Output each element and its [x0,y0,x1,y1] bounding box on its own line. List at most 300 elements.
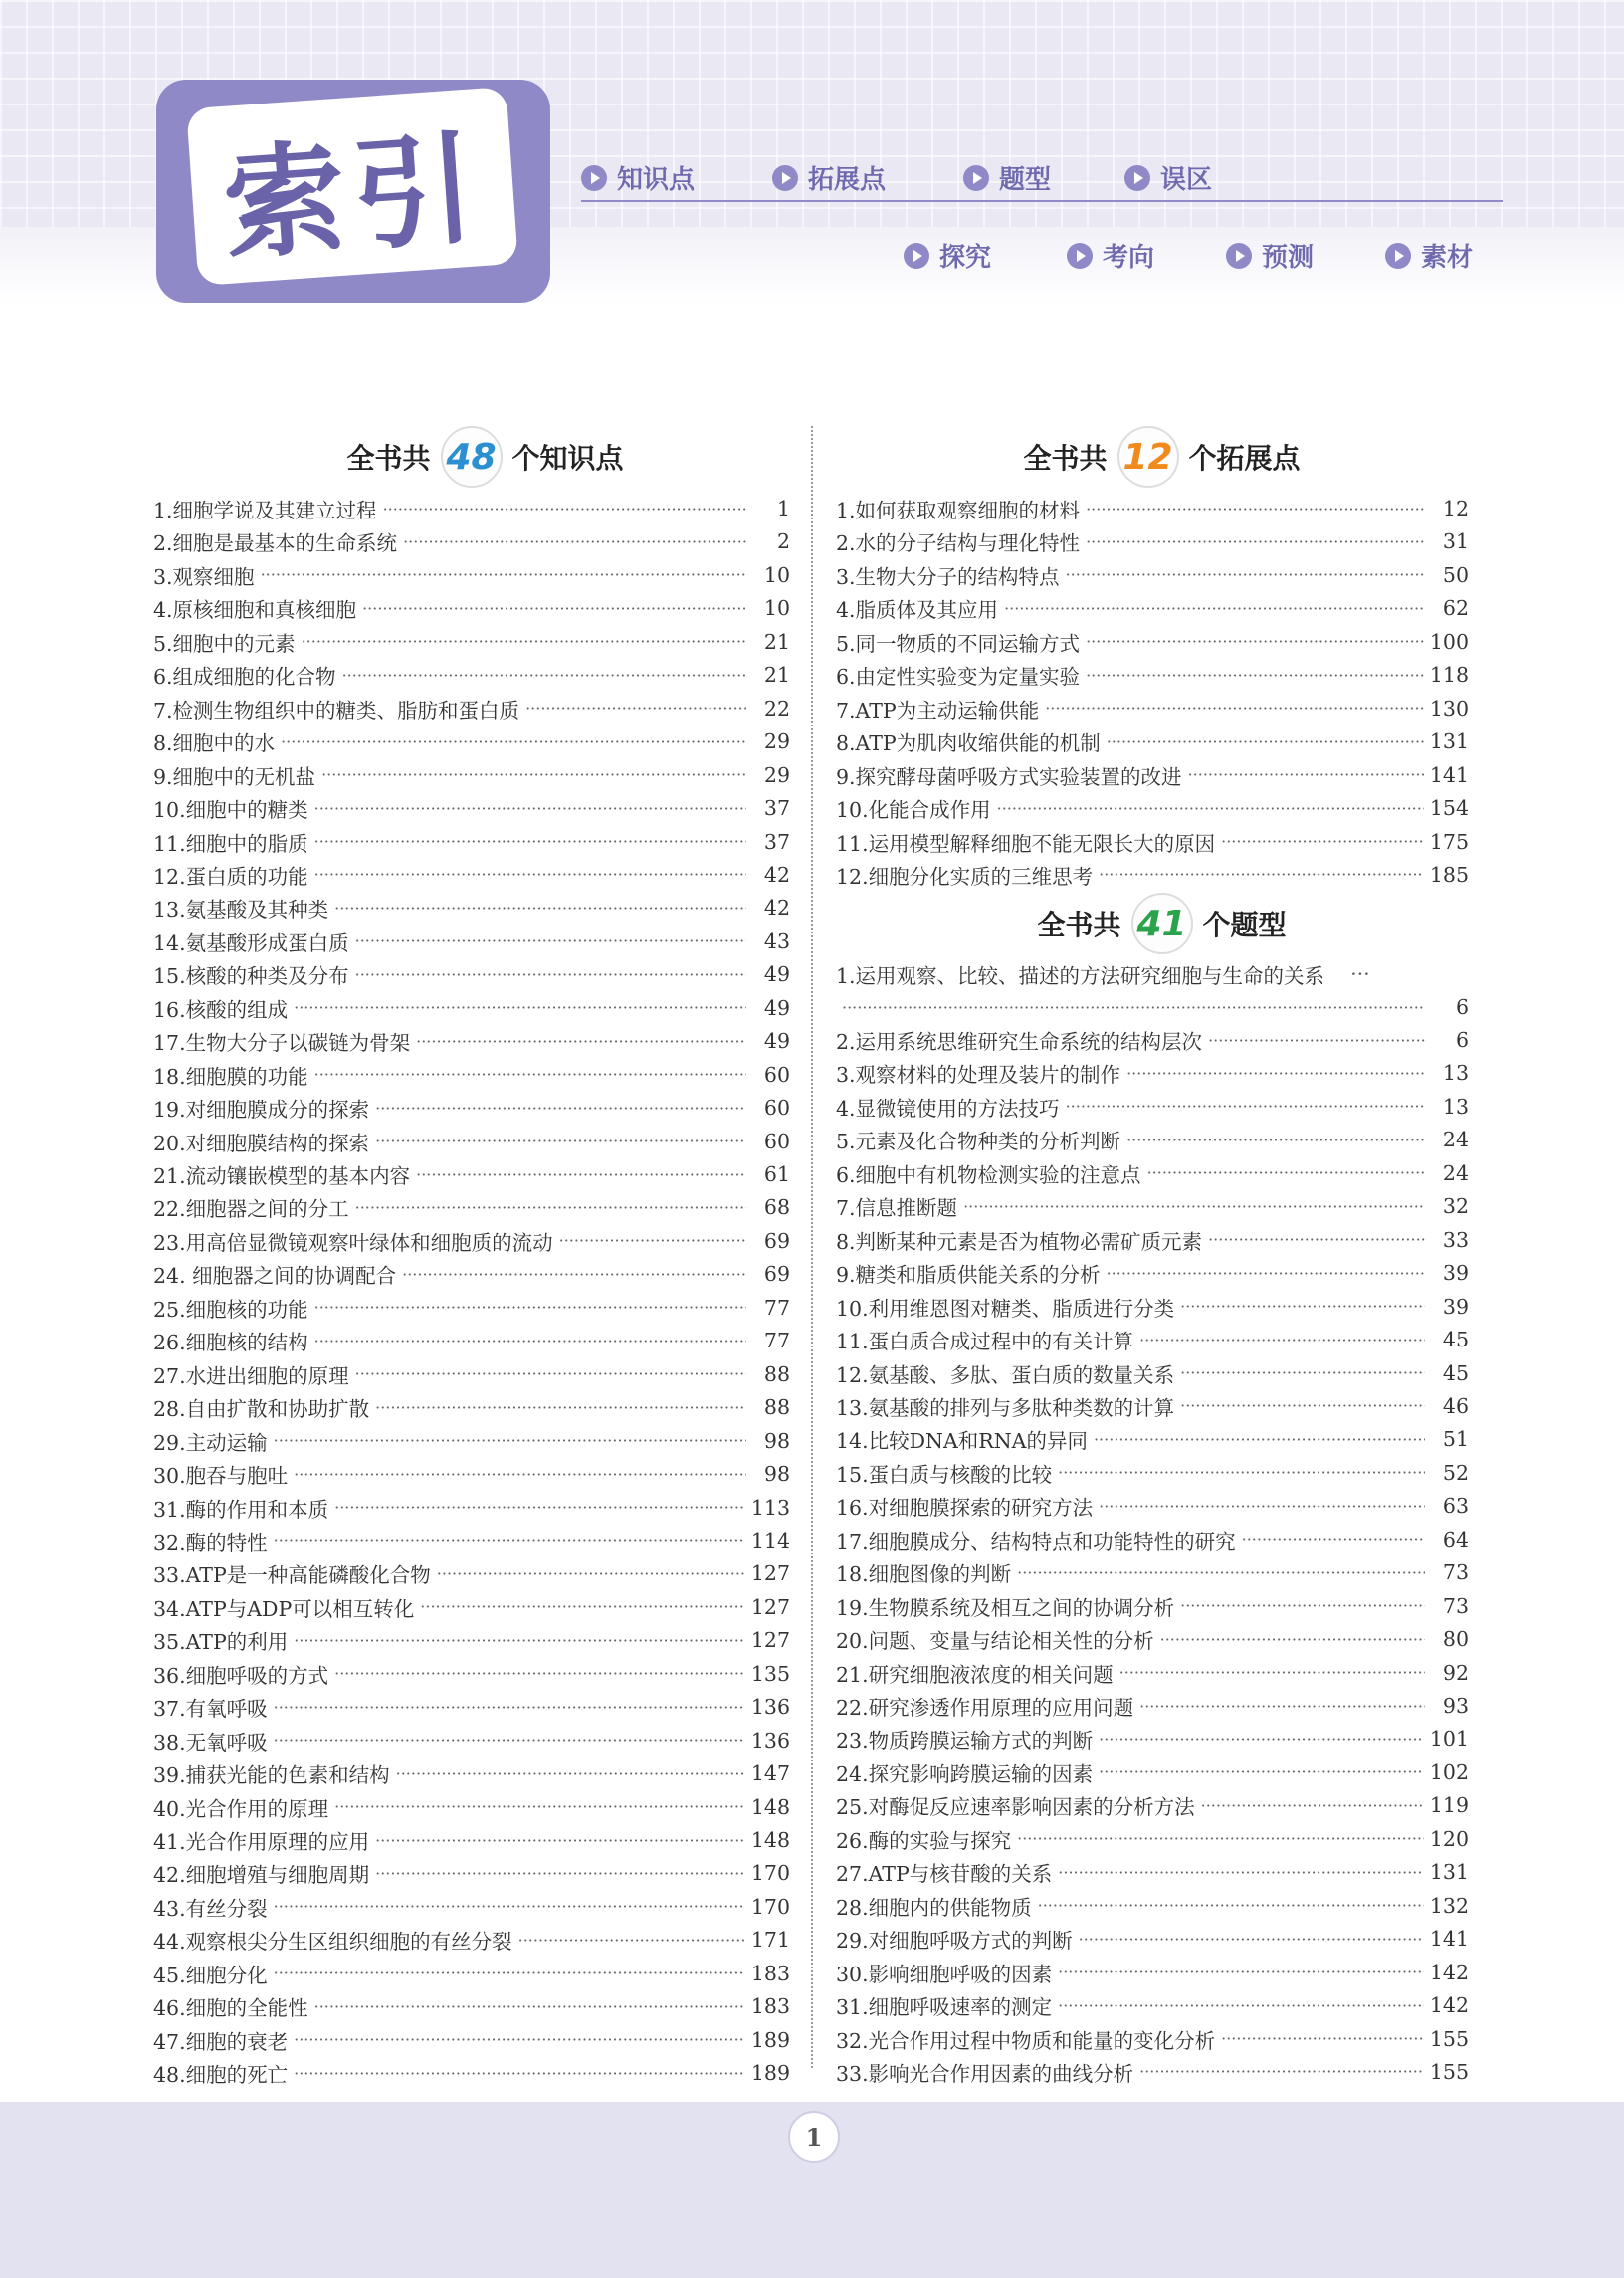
extension-item-title: 4.脂质体及其应用 [836,598,999,623]
questions-item-title: 3.观察材料的处理及装片的制作 [836,1063,1121,1088]
dot-leader [334,1498,745,1517]
questions-item-title: 20.问题、变量与结论相关性的分析 [836,1629,1154,1654]
dot-leader [274,1698,745,1717]
knowledge-item [153,758,790,792]
knowledge-item [153,1757,790,1790]
knowledge-item-title: 44.观察根尖分生区组织细胞的有丝分裂 [153,1930,512,1955]
play-icon [1226,243,1252,269]
knowledge-item-title: 7.检测生物组织中的糖类、脂肪和蛋白质 [153,698,520,723]
knowledge-item [153,1390,790,1424]
page-title: 索引 [219,116,488,277]
questions-item-page: 45 [1442,1360,1469,1385]
dot-leader [1221,832,1424,851]
knowledge-item-page: 60 [763,1096,790,1121]
questions-item-page: 155 [1429,2026,1469,2051]
question-item-1-continuation [836,990,1469,1024]
dot-leader [342,666,746,685]
knowledge-item-title: 29.主动运输 [153,1430,268,1455]
dot-leader [294,1465,746,1484]
extension-item-page: 131 [1429,729,1469,754]
questions-item-title: 26.酶的实验与探究 [836,1828,1012,1853]
questions-item [836,1956,1469,1989]
dot-leader [375,1831,745,1850]
knowledge-item [153,1257,790,1291]
dot-leader [842,998,1425,1017]
questions-item-title: 10.利用维恩图对糖类、脂质进行分类 [836,1296,1175,1321]
extension-item-title: 6.由定性实验变为定量实验 [836,665,1081,690]
questions-item-title: 7.信息推断题 [836,1196,958,1221]
knowledge-item-title: 45.细胞分化 [153,1963,268,1987]
category-label: 探究 [939,243,992,273]
questions-item-title: 9.糖类和脂质供能关系的分析 [836,1263,1101,1288]
questions-item-title: 31.细胞呼吸速率的测定 [836,1995,1053,2020]
knowledge-item [153,1424,790,1458]
questions-item-title: 6.细胞中有机物检测实验的注意点 [836,1162,1141,1187]
category-label: 误区 [1160,165,1213,195]
questions-item-page: 102 [1429,1760,1469,1784]
questions-item [836,1323,1469,1356]
knowledge-item-title: 6.组成细胞的化合物 [153,665,336,690]
questions-item [836,1689,1469,1723]
dot-leader [1107,1264,1425,1283]
knowledge-item-page: 61 [763,1162,790,1186]
questions-item [836,1788,1469,1822]
questions-item-page: 142 [1429,1960,1469,1984]
dot-leader [403,532,746,551]
questions-item [836,1922,1469,1956]
questions-item [836,2055,1469,2089]
knowledge-item [153,1556,790,1590]
dot-leader [1188,765,1424,784]
category-label: 拓展点 [808,165,887,195]
knowledge-item-page: 77 [763,1329,790,1353]
knowledge-item-page: 189 [750,2061,790,2086]
knowledge-item [153,1823,790,1857]
knowledge-item-page: 171 [750,1928,790,1953]
dot-leader [1180,1596,1425,1615]
questions-item-title: 13.氨基酸的排列与多肽种类数的计算 [836,1395,1175,1420]
knowledge-item-title: 11.细胞中的脂质 [153,831,308,856]
knowledge-item-page: 127 [750,1594,790,1619]
knowledge-item-page: 22 [763,696,790,721]
knowledge-item [153,1024,790,1058]
knowledge-item-page: 136 [750,1728,790,1753]
dot-leader [420,1597,745,1616]
knowledge-item-page: 29 [763,762,790,787]
extension-item-title: 3.生物大分子的结构特点 [836,564,1060,589]
questions-item-title: 17.细胞膜成分、结构特点和功能特性的研究 [836,1529,1236,1553]
extension-item [836,591,1469,625]
knowledge-item [153,1357,790,1391]
dot-leader [1017,1563,1425,1582]
dot-leader [1208,1031,1425,1050]
knowledge-item [153,1058,790,1092]
category-categories_row1-1 [581,159,695,196]
dot-leader [1058,1963,1424,1981]
questions-prefix: 全书共 [1037,909,1121,941]
knowledge-prefix: 全书共 [346,442,431,475]
knowledge-item-page: 135 [750,1661,790,1686]
knowledge-item-title: 17.生物大分子以碳链为骨架 [153,1031,411,1056]
questions-item-page: 24 [1442,1128,1469,1152]
knowledge-item-title: 32.酶的特性 [153,1530,268,1554]
knowledge-item [153,524,790,558]
knowledge-item-title: 48.细胞的死亡 [153,2063,289,2088]
dot-leader [1086,532,1425,551]
knowledge-item [153,1125,790,1158]
dot-leader [294,2030,745,2049]
knowledge-item-page: 114 [750,1528,790,1553]
dot-leader [314,1298,746,1317]
questions-item-page: 6 [1455,1028,1469,1052]
extension-count-badge: 12 [1117,426,1179,488]
knowledge-item [153,1690,790,1724]
extension-item [836,625,1469,659]
extension-item-page: 50 [1442,562,1469,587]
questions-item-page: 39 [1442,1261,1469,1286]
dot-leader [274,1731,745,1750]
dot-leader [294,2064,745,2083]
questions-item [836,1023,1469,1057]
category-label: 考向 [1103,243,1155,273]
knowledge-item-title: 35.ATP的利用 [153,1630,289,1655]
knowledge-item [153,925,790,958]
questions-item [836,1889,1469,1923]
knowledge-item [153,625,790,659]
questions-item [836,1855,1469,1889]
dot-leader [274,1964,745,1982]
knowledge-item-title: 20.对细胞膜结构的探索 [153,1131,370,1155]
category-categories_row2-3 [1226,237,1314,274]
knowledge-item-title: 40.光合作用的原理 [153,1796,329,1821]
knowledge-item-page: 43 [763,929,790,953]
questions-item-page: 13 [1442,1061,1469,1086]
knowledge-item-title: 30.胞吞与胞吐 [153,1464,289,1489]
category-categories_row2-2 [1067,237,1154,274]
knowledge-item-title: 10.细胞中的糖类 [153,798,308,823]
knowledge-item [153,1923,790,1957]
questions-item-page: 33 [1442,1227,1469,1252]
knowledge-item-page: 2 [776,529,790,554]
extension-item [836,758,1469,792]
category-categories_row1-4 [1124,159,1212,196]
questions-item-title: 21.研究细胞液浓度的相关问题 [836,1662,1114,1687]
questions-item [836,1489,1469,1523]
knowledge-item-page: 21 [763,663,790,688]
extension-item-page: 62 [1442,596,1469,621]
knowledge-item-title: 8.细胞中的水 [153,731,276,756]
knowledge-item [153,492,790,525]
extension-item-title: 9.探究酵母菌呼吸方式实验装置的改进 [836,764,1182,789]
questions-item-page: 80 [1442,1627,1469,1652]
dot-leader [1242,1530,1425,1549]
dot-leader [1045,699,1424,718]
questions-item [836,1555,1469,1589]
extension-item-page: 141 [1429,762,1469,787]
dot-leader [321,765,746,784]
knowledge-item-title: 38.无氧呼吸 [153,1730,268,1755]
questions-item-page: 46 [1442,1393,1469,1418]
knowledge-count-badge: 48 [441,426,503,488]
questions-item-title: 28.细胞内的供能物质 [836,1895,1032,1920]
knowledge-item-title: 18.细胞膜的功能 [153,1064,308,1089]
knowledge-item [153,658,790,692]
extension-item-title: 12.细胞分化实质的三维思考 [836,864,1094,889]
dot-leader [1079,1930,1424,1949]
knowledge-item [153,1224,790,1258]
dot-leader [375,1132,746,1150]
questions-item-title: 4.显微镜使用的方法技巧 [836,1096,1060,1121]
dot-leader [274,1531,745,1550]
knowledge-item [153,1457,790,1491]
dot-leader [383,500,746,518]
dot-leader [1094,1430,1425,1449]
dot-leader [1180,1363,1425,1382]
extension-item-title: 7.ATP为主动运输供能 [836,698,1040,723]
questions-item-title: 14.比较DNA和RNA的异同 [836,1429,1088,1454]
dot-leader [314,1332,746,1350]
dot-leader [375,1864,745,1883]
dot-leader [1058,1863,1424,1882]
dot-leader [274,1431,746,1450]
knowledge-suffix: 个知识点 [511,442,624,475]
questions-item-title: 12.氨基酸、多肽、蛋白质的数量关系 [836,1362,1175,1387]
knowledge-item-page: 10 [763,596,790,621]
questions-item [836,1156,1469,1190]
knowledge-item-title: 39.捕获光能的色素和结构 [153,1763,390,1788]
questions-item-page: 142 [1429,1993,1469,2018]
dot-leader [1004,599,1425,618]
dot-leader [402,1265,746,1284]
knowledge-item-title: 34.ATP与ADP可以相互转化 [153,1596,415,1621]
knowledge-item-title: 14.氨基酸形成蛋白质 [153,931,349,955]
dot-leader [518,1931,745,1950]
index-logo-card [186,87,518,286]
knowledge-item-title: 21.流动镶嵌模型的基本内容 [153,1164,411,1188]
questions-item [836,1123,1469,1156]
extension-item [836,692,1469,725]
knowledge-item-title: 33.ATP是一种高能磷酸化合物 [153,1563,431,1588]
dot-leader [1221,2029,1424,2048]
dot-leader [1126,1064,1425,1083]
questions-item-page: 51 [1442,1427,1469,1452]
questions-item-page: 13 [1442,1094,1469,1119]
dot-leader [1139,1331,1425,1349]
play-icon [1124,165,1150,191]
knowledge-item [153,1091,790,1125]
questions-item-title: 22.研究渗透作用原理的应用问题 [836,1696,1134,1720]
knowledge-item-title: 1.细胞学说及其建立过程 [153,499,377,522]
knowledge-item [153,2056,790,2090]
dot-leader [1058,1996,1424,2015]
dot-leader [1180,1297,1425,1316]
category-label: 预测 [1262,243,1315,273]
play-icon [581,165,607,191]
category-categories_row2-1 [904,237,991,274]
questions-item-title: 30.影响细胞呼吸的因素 [836,1962,1053,1986]
dot-leader [1017,1829,1424,1848]
category-categories_row2-4 [1385,237,1473,274]
dot-leader [314,832,746,851]
knowledge-item [153,991,790,1025]
extension-item [836,492,1469,525]
knowledge-item-title: 9.细胞中的无机盐 [153,764,316,789]
extension-item [836,858,1469,892]
knowledge-item-page: 29 [763,729,790,754]
play-icon [1067,243,1093,269]
questions-item-page: 45 [1442,1328,1469,1352]
question-item-1-leader: ··· [1350,962,1370,986]
page-number: 1 [788,2111,840,2163]
knowledge-item-page: 113 [750,1495,790,1520]
questions-item-page: 52 [1442,1460,1469,1485]
dot-leader [416,1165,746,1184]
knowledge-item-title: 23.用高倍显微镜观察叶绿体和细胞质的流动 [153,1230,553,1255]
dot-leader [1201,1796,1424,1815]
questions-item-title: 32.光合作用过程中物质和能量的变化分析 [836,2028,1216,2053]
questions-item [836,1422,1469,1456]
questions-item-title: 8.判断某种元素是否为植物必需矿质元素 [836,1229,1203,1254]
dot-leader [274,1897,745,1916]
questions-item [836,1988,1469,2022]
knowledge-item-page: 77 [763,1295,790,1320]
dot-leader [1160,1630,1425,1649]
questions-item [836,1622,1469,1656]
knowledge-item-page: 42 [763,862,790,887]
questions-item-page: 73 [1442,1560,1469,1585]
dot-leader [1066,565,1425,584]
knowledge-item-title: 46.细胞的全能性 [153,1996,308,2021]
knowledge-item-page: 170 [750,1861,790,1886]
questions-item [836,1756,1469,1789]
knowledge-item-title: 42.细胞增殖与细胞周期 [153,1863,370,1888]
knowledge-item-title: 27.水进出细胞的原理 [153,1363,349,1388]
knowledge-item-page: 98 [763,1428,790,1453]
play-icon [772,165,798,191]
extension-item [836,558,1469,592]
knowledge-item-page: 88 [763,1395,790,1420]
knowledge-item [153,591,790,625]
dot-leader [355,1364,746,1383]
questions-item [836,1290,1469,1324]
questions-item [836,2022,1469,2056]
dot-leader [314,1997,745,2016]
knowledge-item-title: 43.有丝分裂 [153,1896,268,1921]
extension-heading [836,425,1488,489]
knowledge-item-page: 68 [763,1195,790,1220]
dot-leader [997,799,1424,818]
questions-item-page: 63 [1442,1494,1469,1519]
questions-item [836,1189,1469,1223]
knowledge-heading [159,425,811,489]
extension-item-page: 185 [1429,862,1469,887]
questions-item-page: 132 [1429,1893,1469,1918]
knowledge-item [153,1856,790,1890]
play-icon [963,165,989,191]
knowledge-item [153,1890,790,1924]
questions-item-page: 119 [1429,1793,1469,1818]
extension-item-page: 154 [1429,796,1469,821]
questions-heading [836,892,1488,955]
dot-leader [302,632,746,651]
knowledge-item [153,891,790,925]
knowledge-item [153,1491,790,1525]
knowledge-item [153,725,790,758]
dot-leader [1180,1396,1425,1415]
dot-leader [375,1398,746,1417]
extension-item-page: 31 [1442,529,1469,554]
knowledge-item [153,558,790,592]
knowledge-item [153,692,790,725]
extension-item [836,524,1469,558]
questions-item-page: 141 [1429,1927,1469,1952]
dot-leader [261,565,746,584]
extension-item-title: 2.水的分子结构与理化特性 [836,531,1081,556]
questions-count-badge: 41 [1131,893,1193,954]
questions-item [836,1589,1469,1623]
dot-leader [355,1198,746,1217]
knowledge-item-page: 148 [750,1794,790,1819]
category-categories_row1-3 [963,159,1051,196]
knowledge-item-page: 1 [776,497,790,520]
extension-item-page: 175 [1429,829,1469,854]
extension-item-title: 1.如何获取观察细胞的材料 [836,499,1081,522]
questions-item-page: 93 [1442,1694,1469,1718]
extension-item-title: 10.化能合成作用 [836,798,991,823]
questions-item-page: 155 [1429,2059,1469,2084]
dot-leader [1147,1163,1425,1182]
questions-item-title: 5.元素及化合物种类的分析判断 [836,1130,1121,1154]
extension-item-page: 130 [1429,696,1469,721]
extension-item-title: 8.ATP为肌肉收缩供能的机制 [836,731,1101,756]
column-divider [811,426,813,2068]
questions-item-title: 33.影响光合作用因素的曲线分析 [836,2061,1134,2086]
knowledge-item-page: 49 [763,995,790,1020]
questions-item-page: 120 [1429,1826,1469,1851]
extension-prefix: 全书共 [1023,442,1108,475]
dot-leader [1119,1663,1425,1682]
dot-leader [416,1032,746,1051]
knowledge-item [153,2023,790,2057]
extension-item-title: 11.运用模型解释细胞不能无限长大的原因 [836,831,1216,856]
knowledge-item-title: 16.核酸的组成 [153,997,289,1022]
questions-item-title: 27.ATP与核苷酸的关系 [836,1862,1053,1887]
dot-leader [1107,732,1424,751]
dot-leader [1099,1497,1425,1516]
questions-item-title: 19.生物膜系统及相互之间的协调分析 [836,1595,1175,1620]
questions-item [836,1090,1469,1124]
knowledge-item-title: 13.氨基酸及其种类 [153,898,329,923]
dot-leader [294,998,746,1017]
knowledge-item [153,1623,790,1657]
extension-suffix: 个拓展点 [1188,442,1301,475]
dot-leader [396,1764,745,1783]
dot-leader [525,699,746,718]
questions-item [836,1456,1469,1490]
questions-suffix: 个题型 [1202,909,1287,941]
knowledge-item-page: 183 [750,1994,790,2019]
knowledge-item [153,957,790,991]
knowledge-item [153,1790,790,1824]
questions-item [836,1722,1469,1756]
category-label: 知识点 [617,165,696,195]
questions-item-title: 15.蛋白质与核酸的比较 [836,1462,1053,1487]
knowledge-item-title: 4.原核细胞和真核细胞 [153,598,357,623]
dot-leader [1139,1697,1425,1716]
play-icon [1385,243,1411,269]
knowledge-item-page: 98 [763,1462,790,1487]
dot-leader [314,865,746,884]
